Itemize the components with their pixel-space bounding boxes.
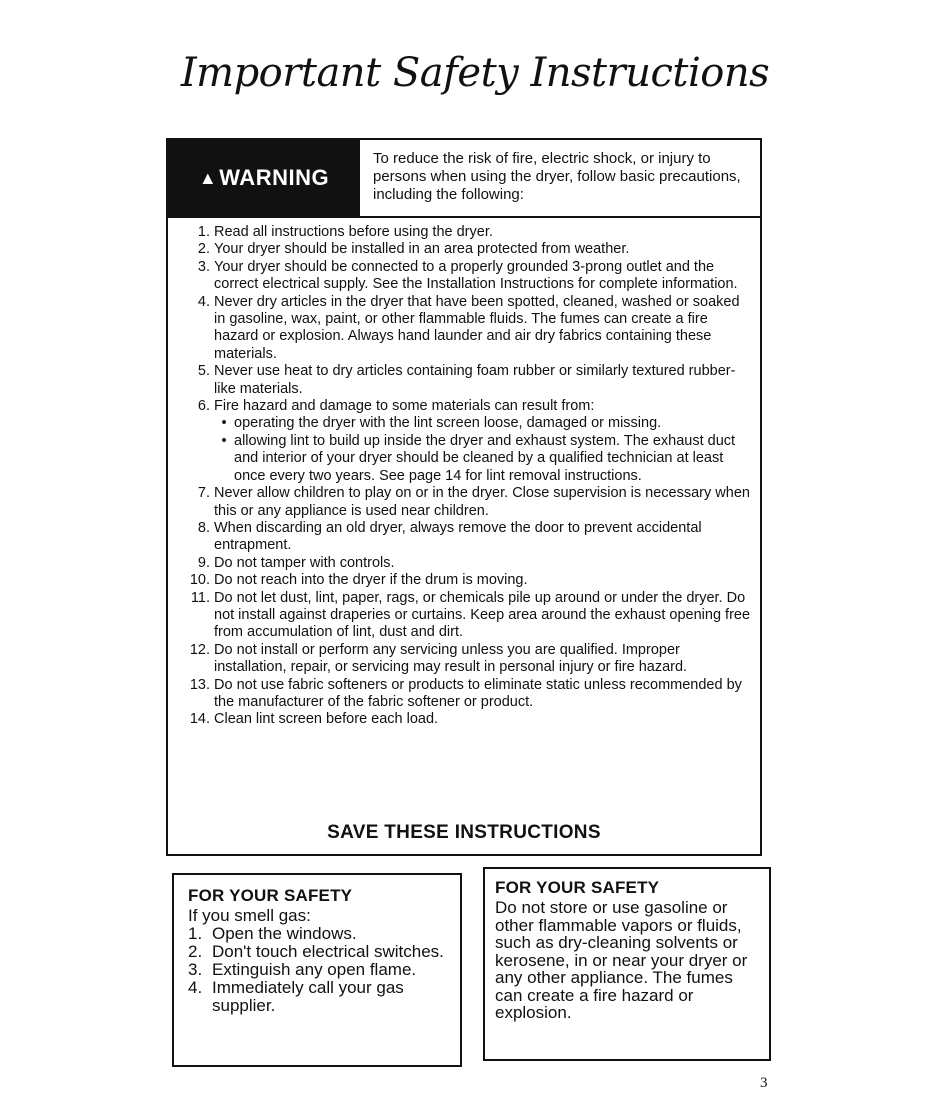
instruction-text: Never allow children to play on or in the dryer. Close supervision is necessary when this or any appliance is used near children. bbox=[214, 485, 750, 519]
instruction-item bbox=[184, 363, 752, 398]
gas-safety-step bbox=[188, 925, 446, 943]
instruction-text: Do not install or perform any servicing unless you are qualified. Improper installation, repair, or servicing may result in personal injury or fire hazard. bbox=[214, 641, 688, 676]
warning-badge-label: WARNING bbox=[219, 165, 330, 190]
warning-badge bbox=[168, 140, 360, 216]
instruction-item bbox=[184, 398, 752, 485]
gas-safety-box bbox=[172, 873, 462, 1067]
instruction-subitem-text: allowing lint to build up inside the dryer and exhaust system. The exhaust duct and interior of your dryer should be cleaned by a qualified technician at least once every two years. See page 14 for lint removal instructions. bbox=[234, 432, 736, 484]
instruction-item bbox=[184, 590, 752, 642]
gas-safety-step bbox=[188, 961, 446, 979]
instruction-item bbox=[184, 642, 752, 677]
instruction-body bbox=[214, 520, 752, 555]
gas-safety-title: FOR YOUR SAFETY bbox=[188, 886, 353, 905]
instruction-body bbox=[214, 224, 752, 241]
instruction-text: Fire hazard and damage to some materials can result from: bbox=[214, 398, 595, 415]
instruction-body bbox=[214, 555, 752, 572]
instruction-item bbox=[184, 259, 752, 294]
instruction-text: Read all instructions before using the dryer. bbox=[214, 224, 493, 240]
instruction-sublist bbox=[214, 415, 752, 485]
gas-safety-step bbox=[188, 943, 446, 961]
instruction-item bbox=[184, 485, 752, 520]
instruction-number: 4. bbox=[197, 293, 210, 310]
gas-step-number: 4. bbox=[188, 978, 203, 997]
instruction-body bbox=[214, 259, 752, 294]
gas-step-text: Open the windows. bbox=[212, 924, 357, 943]
instruction-item bbox=[184, 520, 752, 555]
instruction-text: Your dryer should be connected to a properly grounded 3-prong outlet and the correct electrical supply. See the Installation Instructions for complete information. bbox=[214, 258, 738, 293]
gas-step-number: 3. bbox=[188, 960, 203, 979]
instruction-item bbox=[184, 224, 752, 241]
instruction-subitem bbox=[214, 415, 752, 432]
gas-step-text: Immediately call your gas supplier. bbox=[212, 978, 404, 1015]
instruction-number: 3. bbox=[197, 258, 210, 275]
instruction-number: 6. bbox=[197, 398, 210, 415]
instruction-text: Do not reach into the dryer if the drum is moving. bbox=[214, 572, 528, 589]
bullet-icon: • bbox=[221, 415, 227, 432]
instruction-subitem bbox=[214, 433, 752, 485]
instruction-number: 5. bbox=[197, 363, 210, 380]
instruction-text: Never use heat to dry articles containing foam rubber or similarly textured rubber-like materials. bbox=[214, 363, 736, 397]
instruction-subitem-text: operating the dryer with the lint screen loose, damaged or missing. bbox=[234, 415, 662, 432]
page-title: Important Safety Instructions bbox=[180, 50, 770, 96]
save-instructions-label: SAVE THESE INSTRUCTIONS bbox=[327, 822, 601, 843]
instruction-item bbox=[184, 711, 752, 728]
instruction-text: Do not tamper with controls. bbox=[214, 554, 395, 571]
instruction-item bbox=[184, 555, 752, 572]
instruction-body bbox=[214, 485, 752, 520]
warning-triangle-icon: ▲ bbox=[198, 167, 218, 188]
instruction-body bbox=[214, 363, 752, 398]
instruction-number: 14. bbox=[189, 711, 210, 728]
instruction-number: 13. bbox=[189, 676, 210, 693]
warning-header bbox=[168, 140, 760, 218]
instruction-body bbox=[214, 398, 752, 485]
instruction-text: Do not use fabric softeners or products to eliminate static unless recommended by the manufacturer of the fabric softener or product. bbox=[214, 676, 742, 710]
instruction-text: Clean lint screen before each load. bbox=[214, 711, 439, 728]
instruction-text: When discarding an old dryer, always remove the door to prevent accidental entrapment. bbox=[214, 519, 702, 554]
gas-safety-step bbox=[188, 979, 446, 1015]
instruction-number: 10. bbox=[189, 572, 210, 589]
instruction-body bbox=[214, 294, 752, 364]
instruction-number: 12. bbox=[189, 641, 210, 658]
instruction-item bbox=[184, 294, 752, 364]
gas-step-text: Extinguish any open flame. bbox=[212, 960, 417, 979]
instruction-number: 11. bbox=[190, 589, 210, 606]
instruction-body bbox=[214, 677, 752, 712]
instruction-text: Never dry articles in the dryer that have been spotted, cleaned, washed or soaked in gasoline, wax, paint, or other flammable fluids. The fumes can create a fire hazard or explosion. Always hand launder and air dry fabrics containing these materials. bbox=[214, 293, 740, 362]
instruction-item bbox=[184, 572, 752, 589]
gas-step-number: 2. bbox=[188, 942, 203, 961]
instruction-item bbox=[184, 677, 752, 712]
instruction-body bbox=[214, 572, 752, 589]
instruction-text: Your dryer should be installed in an area protected from weather. bbox=[214, 241, 630, 258]
instruction-number: 7. bbox=[197, 485, 210, 502]
instruction-number: 1. bbox=[197, 224, 210, 240]
gas-step-number: 1. bbox=[188, 924, 203, 943]
page-number: 3 bbox=[760, 1075, 768, 1091]
gas-safety-steps bbox=[188, 925, 446, 1015]
instruction-number: 2. bbox=[197, 241, 210, 258]
gas-step-text: Don't touch electrical switches. bbox=[212, 942, 444, 961]
storage-safety-box bbox=[483, 867, 771, 1061]
instruction-item bbox=[184, 241, 752, 258]
instruction-list bbox=[184, 224, 752, 729]
bullet-icon: • bbox=[221, 432, 227, 449]
instruction-body bbox=[214, 241, 752, 258]
instruction-body bbox=[214, 590, 752, 642]
instruction-body bbox=[214, 642, 752, 677]
instruction-number: 8. bbox=[197, 519, 210, 536]
gas-safety-lead: If you smell gas: bbox=[188, 906, 311, 925]
instruction-number: 9. bbox=[197, 554, 210, 571]
instruction-body bbox=[214, 711, 752, 728]
storage-safety-title: FOR YOUR SAFETY bbox=[495, 878, 660, 897]
storage-safety-text: Do not store or use gasoline or other flammable vapors or fluids, such as dry-cleaning solvents or kerosene, in or near your dryer or any other appliance. The fumes can create a fire hazard or explosion. bbox=[495, 898, 748, 1022]
warning-intro: To reduce the risk of fire, electric shock, or injury to persons when using the dryer, follow basic precautions, including the following: bbox=[373, 150, 741, 203]
instruction-text: Do not let dust, lint, paper, rags, or chemicals pile up around or under the dryer. Do not install against draperies or curtains. Keep area around the exhaust opening free from accumulation of lint, dust and dirt. bbox=[214, 589, 751, 641]
warning-box bbox=[166, 138, 762, 856]
